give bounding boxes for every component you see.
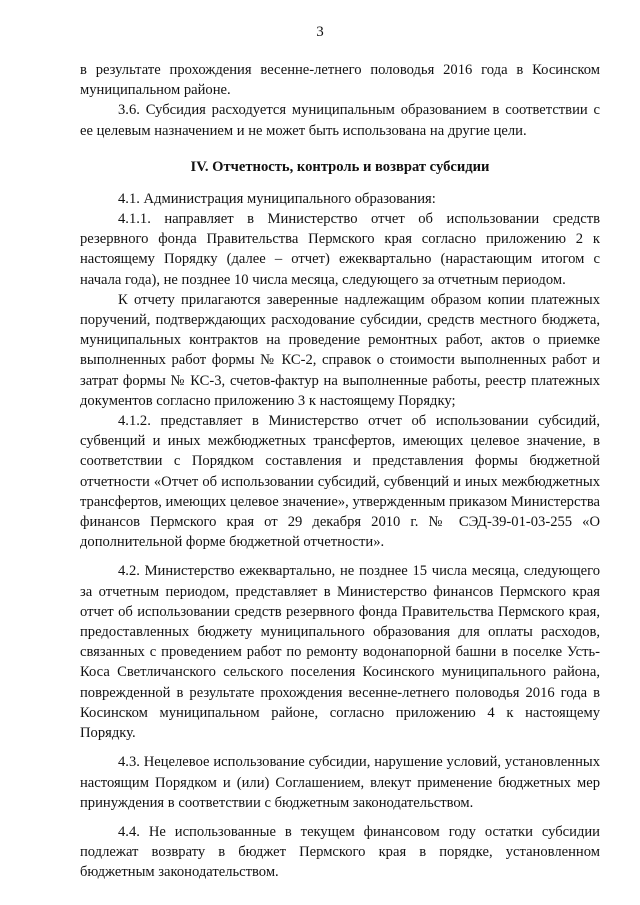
paragraph-4-1: 4.1. Администрация муниципального образования:	[118, 190, 436, 207]
paragraph-4-1-1: 4.1.1. направляет в Министерство отчет об использовании средств резервного фонда Правительства Пермского края согласно приложению 2 к настоящему Порядку (далее – отчет) ежеквартально (нарастающим итогом с начала года), не позднее 10 числа месяца, следующего за отчетным периодом.	[80, 211, 600, 288]
document-body	[80, 60, 600, 883]
paragraph-intro-continuation: в результате прохождения весенне-летнего половодья 2016 года в Косинском муниципальном районе.	[80, 62, 600, 99]
paragraph-4-4: 4.4. Не использованные в текущем финансовом году остатки субсидии подлежат возврату в бюджет Пермского края в порядке, установленном бюджетным законодательством.	[80, 823, 600, 881]
paragraph-4-3: 4.3. Нецелевое использование субсидии, нарушение условий, установленных настоящим Порядком и (или) Соглашением, влекут применение бюджетных мер принуждения в соответствии с бюджетным законодательством.	[80, 754, 600, 811]
paragraph-4-2: 4.2. Министерство ежеквартально, не позднее 15 числа месяца, следующего за отчетным периодом, представляет в Министерство финансов Пермского края отчет об использовании средств резервного фонда Правительства Пермского края, предоставленных бюджету муниципального образования для оплаты расходов, связанных с проведением работ по ремонту водонапорной башни в поселке Усть-Коса Светличанского сельского поселения Косинского муниципального района, поврежденной в результате прохождения весенне-летнего половодья 2016 года в Косинском муниципальном районе, согласно приложению 4 к настоящему Порядку.	[80, 563, 600, 742]
paragraph-4-1-2: 4.1.2. представляет в Министерство отчет об использовании субсидий, субвенций и иных межбюджетных трансфертов, имеющих целевое значение, в соответствии с Порядком составления и представления формы бюджетной отчетности «Отчет об использовании субсидий, субвенций и иных межбюджетных трансфертов, имеющих целевое значение», утвержденным приказом Министерства финансов Пермского края от 29 декабря 2010 г. № СЭД-39-01-03-255 «О дополнительной форме бюджетной отчетности».	[80, 413, 600, 551]
section-heading: IV. Отчетность, контроль и возврат субсидии	[190, 158, 490, 175]
paragraph-3-6: 3.6. Субсидия расходуется муниципальным образованием в соответствии с ее целевым назначением и не может быть использована на другие цели.	[80, 102, 600, 139]
paragraph-attachments: К отчету прилагаются заверенные надлежащим образом копии платежных поручений, подтверждающих расходование субсидии, средств местного бюджета, муниципальных контрактов на проведение ремонтных работ, актов о приемке выполненных работ формы № КС-2, справок о стоимости выполненных работ и затрат формы № КС-3, счетов-фактур на выполненные работы, реестр платежных документов согласно приложению 3 к настоящему Порядку;	[80, 291, 600, 409]
page-number: 3	[316, 24, 324, 40]
